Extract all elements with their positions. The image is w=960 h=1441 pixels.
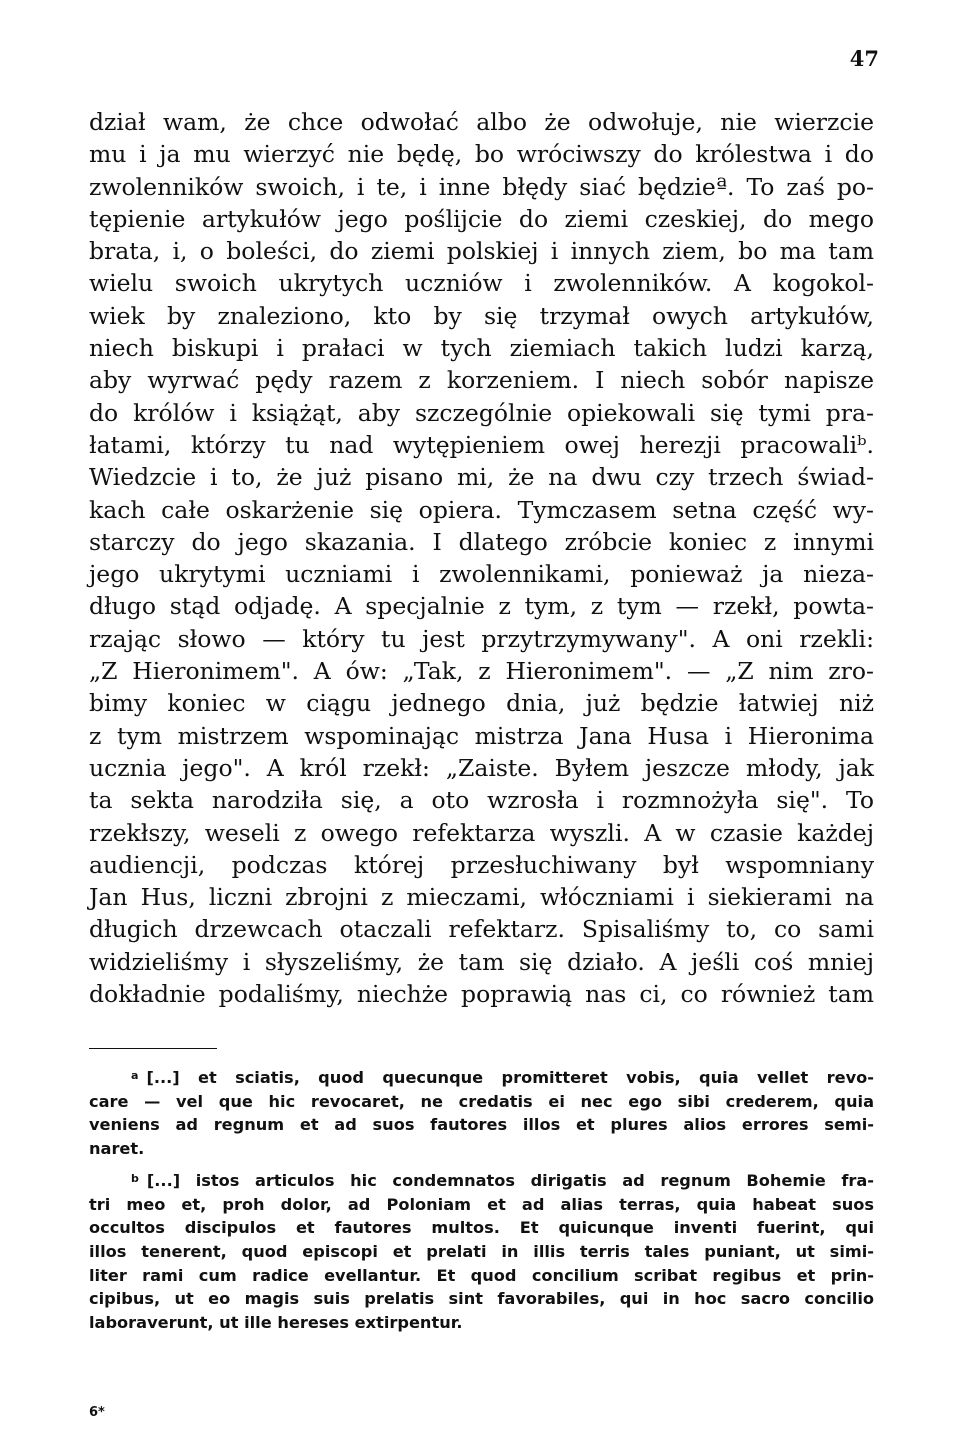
text-line: z tym mistrzem wspominając mistrza Jana Husa i Hieronima [89, 721, 874, 750]
footnote-line [89, 1167, 874, 1193]
text-line: wiek by znaleziono, kto by się trzymał owych artykułów, [89, 301, 874, 330]
text-line: aby wyrwać pędy razem z korzeniem. I niech sobór napisze [89, 366, 874, 395]
text-line: długich drzewcach otaczali refektarz. Spisaliśmy to, co sami [89, 915, 874, 944]
text-line: dokładnie podaliśmy, niechże poprawią nas ci, co również tam [89, 980, 874, 1009]
footnote-text: [...] et sciatis, quod quecunque promitteret vobis, quia vellet revo- [146, 1068, 874, 1087]
text-line: wielu swoich ukrytych uczniów i zwolenników. A kogokol- [89, 269, 874, 298]
printer-signature: 6* [89, 1405, 105, 1420]
footnote-line: tri meo et, proh dolor, ad Poloniam et ad alias terras, quia habeat suos [89, 1194, 874, 1214]
text-line: mu i ja mu wierzyć nie będę, bo wróciwszy do królestwa i do [89, 140, 874, 169]
text-line: audiencji, podczas której przesłuchiwany był wspomniany [89, 850, 874, 879]
text-line: niech biskupi i prałaci w tych ziemiach takich ludzi karzą, [89, 334, 874, 363]
footnotes [89, 1064, 874, 1341]
text-line: dział wam, że chce odwołać albo że odwołuje, nie wierzcie [89, 108, 874, 136]
footnote-marker: b [131, 1171, 139, 1185]
text-line: długo stąd odjadę. A specjalnie z tym, z tym — rzekł, powta- [89, 592, 874, 621]
text-line: brata, i, o boleści, do ziemi polskiej i innych ziem, bo ma tam [89, 237, 874, 266]
footnote-line: cipibus, ut eo magis suis prelatis sint favorabiles, qui in hoc sacro concilio [89, 1289, 874, 1309]
footnote-line: veniens ad regnum et ad suos fautores illos et plures alios errores semi- [89, 1115, 874, 1135]
text-line: rzekłszy, weseli z owego refektarza wyszli. A w czasie każdej [89, 818, 874, 847]
footnote-line: occultos discipulos et fautores multos. Et quicunque inventi fuerint, qui [89, 1218, 874, 1238]
text-line: zwolenników swoich, i te, i inne błędy siać będzieª. To zaś po- [89, 172, 874, 201]
text-line: ucznia jego". A król rzekł: „Zaiste. Byłem jeszcze młody, jak [89, 753, 874, 782]
footnote-line: naret. [89, 1139, 145, 1159]
text-line: łatami, którzy tu nad wytępieniem owej herezji pracowaliᵇ. [89, 430, 874, 459]
page-number: 47 [849, 46, 879, 71]
text-line: starczy do jego skazania. I dlatego zróbcie koniec z innymi [89, 527, 874, 556]
text-line: „Z Hieronimem". A ów: „Tak, z Hieronimem". — „Z nim zro- [89, 657, 874, 686]
footnote-marker: a [131, 1069, 139, 1082]
main-text [89, 106, 874, 1010]
footnote-text: [...] istos articulos hic condemnatos dirigatis ad regnum Bohemie fra- [146, 1170, 874, 1190]
footnote-line: care — vel que hic revocaret, ne credatis ei nec ego sibi crederem, quia [89, 1091, 874, 1111]
text-line: widzieliśmy i słyszeliśmy, że tam się działo. A jeśli coś mniej [89, 947, 874, 976]
text-line: Jan Hus, liczni zbrojni z mieczami, włóczniami i siekierami na [89, 883, 874, 912]
footnote-divider [89, 1048, 217, 1049]
text-line: Wiedzcie i to, że już pisano mi, że na dwu czy trzech świad- [89, 463, 874, 492]
text-line: do królów i książąt, aby szczególnie opiekowali się tymi pra- [89, 398, 874, 427]
footnote-line: laboraverunt, ut ille hereses extirpentur. [89, 1313, 463, 1333]
text-line: kach całe oskarżenie się opiera. Tymczasem setna część wy- [89, 495, 874, 524]
footnote-line: illos tenerent, quod episcopi et prelati in illis terris tales puniant, ut simi- [89, 1241, 874, 1261]
footnote-line [89, 1064, 874, 1090]
footnote-a [89, 1064, 874, 1161]
text-line: jego ukrytymi uczniami i zwolennikami, ponieważ ja nieza- [89, 560, 874, 589]
text-line: bimy koniec w ciągu jednego dnia, już będzie łatwiej niż [89, 689, 874, 718]
footnote-b [89, 1167, 874, 1335]
footnote-line: liter rami cum radice evellantur. Et quod concilium scribat regibus et prin- [89, 1265, 874, 1285]
text-line: rzając słowo — który tu jest przytrzymywany". A oni rzekli: [89, 624, 874, 653]
text-line: tępienie artykułów jego poślijcie do ziemi czeskiej, do mego [89, 204, 874, 233]
text-line: ta sekta narodziła się, a oto wzrosła i rozmnożyła się". To [89, 786, 874, 815]
